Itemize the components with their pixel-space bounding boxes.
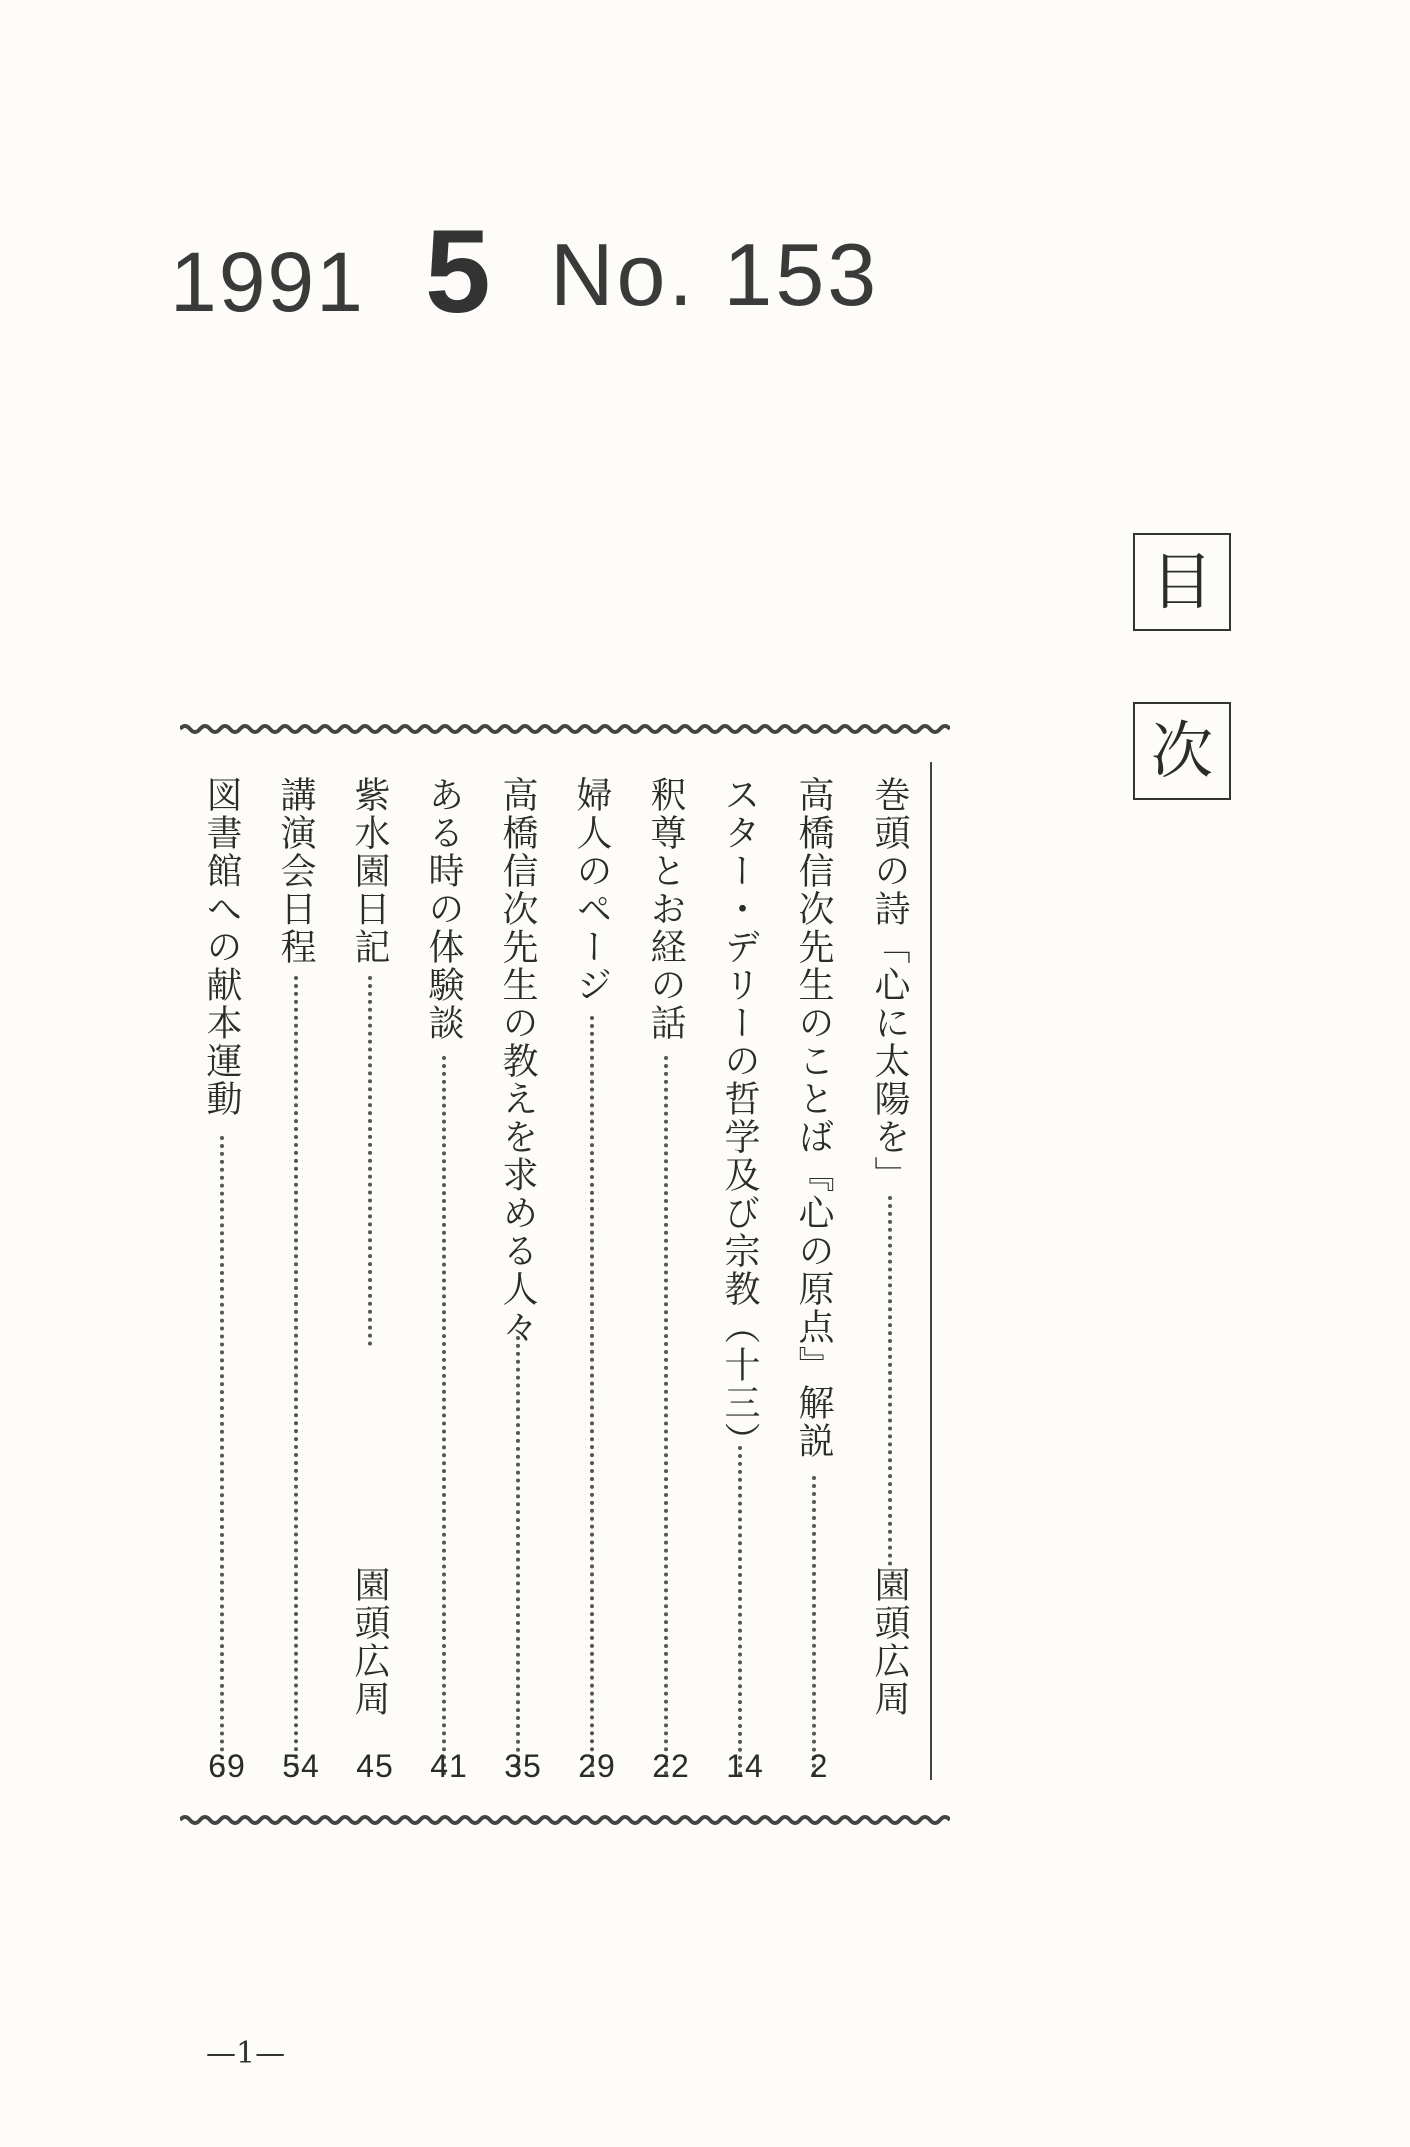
toc-entry[interactable] bbox=[494, 776, 540, 1784]
page-number: 29 bbox=[578, 1748, 616, 1784]
toc-entry-author: 園頭広周 bbox=[349, 1566, 390, 1718]
toc-entry[interactable] bbox=[272, 776, 318, 1784]
toc-entry[interactable] bbox=[420, 776, 466, 1784]
dot-leader bbox=[738, 1446, 742, 1776]
toc-entry-title: 巻頭の詩「心に太陽を」 bbox=[869, 776, 910, 1194]
toc-entry-title: 婦人のページ bbox=[571, 776, 612, 1004]
dot-leader bbox=[442, 1056, 446, 1776]
toc-entry[interactable] bbox=[790, 776, 836, 1784]
toc-entry-title: 紫水園日記 bbox=[349, 776, 390, 966]
toc-entry[interactable] bbox=[716, 776, 762, 1784]
dot-leader bbox=[294, 976, 298, 1776]
bottom-wavy-rule bbox=[180, 1813, 950, 1827]
page-number: 22 bbox=[652, 1748, 690, 1784]
toc-entry-title: ある時の体験談 bbox=[423, 776, 464, 1042]
toc-entry[interactable] bbox=[568, 776, 614, 1784]
issue-number: No. 153 bbox=[550, 225, 880, 324]
toc-entry-title: 図書館への献本運動 bbox=[201, 776, 242, 1118]
dot-leader bbox=[812, 1476, 816, 1776]
dot-leader bbox=[888, 1196, 892, 1566]
dot-leader bbox=[664, 1056, 668, 1776]
toc-entry-author: 園頭広周 bbox=[869, 1566, 910, 1718]
toc-entry[interactable] bbox=[198, 776, 244, 1784]
page-number: 35 bbox=[504, 1748, 542, 1784]
toc-entry-title: 釈尊とお経の話 bbox=[645, 776, 686, 1042]
toc-entry-title: 高橋信次先生の教えを求める人々 bbox=[497, 776, 538, 1346]
issue-year: 1991 bbox=[170, 235, 365, 329]
toc-heading-char-1: 目 bbox=[1133, 533, 1231, 631]
page-folio: —1— bbox=[206, 2036, 286, 2071]
page-number: 2 bbox=[809, 1748, 829, 1784]
dot-leader bbox=[368, 976, 372, 1346]
toc-entry[interactable] bbox=[346, 776, 392, 1784]
dot-leader bbox=[220, 1136, 224, 1776]
toc-frame-line bbox=[930, 762, 932, 1780]
toc-entry-title: 講演会日程 bbox=[275, 776, 316, 966]
top-wavy-rule bbox=[180, 722, 950, 736]
dot-leader bbox=[516, 1336, 520, 1776]
page-number: 14 bbox=[726, 1748, 764, 1784]
page-number: 45 bbox=[356, 1748, 394, 1784]
toc-entry-title: スター・デリーの哲学及び宗教（十三） bbox=[719, 776, 760, 1460]
toc-heading-char-2: 次 bbox=[1133, 702, 1231, 800]
page-number: 54 bbox=[282, 1748, 320, 1784]
page-number: 69 bbox=[208, 1748, 246, 1784]
issue-month: 5 bbox=[425, 206, 491, 338]
toc-entry[interactable] bbox=[642, 776, 688, 1784]
toc-entry-title: 高橋信次先生のことば『心の原点』解説 bbox=[793, 776, 834, 1460]
dot-leader bbox=[590, 1016, 594, 1776]
toc-entry[interactable] bbox=[866, 776, 912, 1784]
page-number: 41 bbox=[430, 1748, 468, 1784]
